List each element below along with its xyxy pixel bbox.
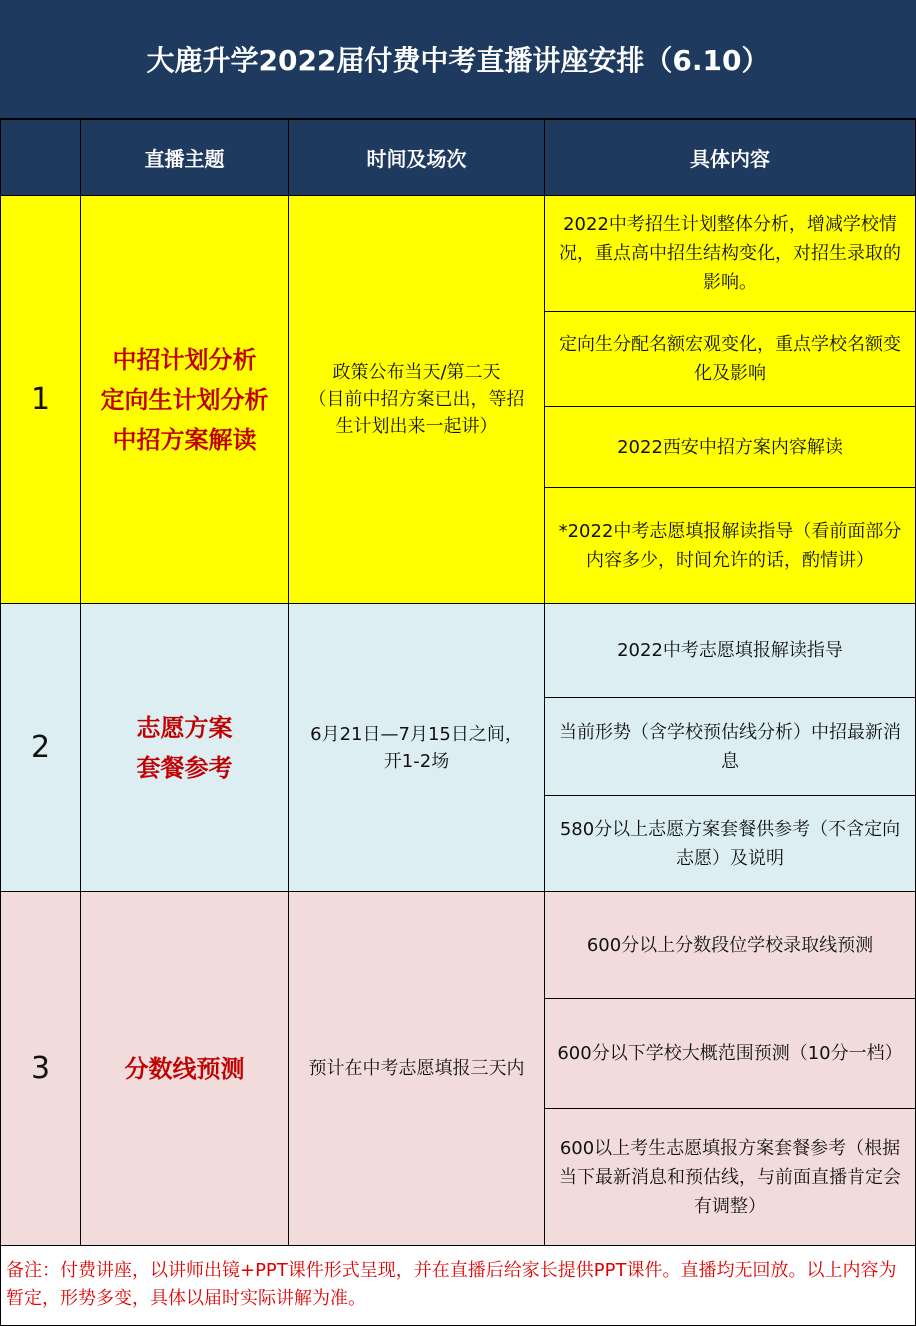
row-1-content-item: 定向生分配名额宏观变化，重点学校名额变化及影响 — [545, 312, 915, 407]
row-3-topic — [81, 892, 289, 1246]
row-3-content — [545, 892, 916, 1246]
header-index — [0, 120, 81, 196]
schedule-table — [0, 120, 916, 1242]
row-3-content-item: 600分以下学校大概范围预测（10分一档） — [545, 999, 915, 1109]
row-1-content-item: 2022西安中招方案内容解读 — [545, 407, 915, 488]
row-1-content-item: 2022中考招生计划整体分析，增减学校情况，重点高中招生结构变化，对招生录取的影响。 — [545, 196, 915, 312]
row-2-number: 2 — [0, 604, 81, 892]
row-2-time-line: 开1-2场 — [383, 750, 450, 772]
row-2-content-item: 2022中考志愿填报解读指导 — [545, 604, 915, 698]
row-2-content — [545, 604, 916, 892]
header-time: 时间及场次 — [289, 120, 545, 196]
row-1-time-line: 政策公布当天/第二天 — [332, 362, 501, 383]
row-2-content-item: 580分以上志愿方案套餐供参考（不含定向志愿）及说明 — [559, 818, 901, 869]
row-1-topic-line: 中招计划分析 — [112, 345, 257, 374]
row-3-time-line: 预计在中考志愿填报三天内 — [308, 1058, 525, 1079]
row-1-content-item: *2022中考志愿填报解读指导（看前面部分内容多少，时间允许的话，酌情讲） — [558, 520, 902, 571]
page-title: 大鹿升学2022届付费中考直播讲座安排（6.10） — [0, 0, 916, 120]
row-1-time — [289, 196, 545, 604]
header-topic: 直播主题 — [81, 120, 289, 196]
row-1-number: 1 — [0, 196, 81, 604]
row-2-topic — [81, 604, 289, 892]
row-2-topic-line: 志愿方案 — [136, 713, 233, 742]
row-2-time — [289, 604, 545, 892]
header-content: 具体内容 — [545, 120, 916, 196]
row-1-time-line: 生计划出来一起讲） — [335, 416, 498, 437]
row-2-topic-line: 套餐参考 — [136, 753, 233, 782]
row-3-content-item: 600以上考生志愿填报方案套餐参考（根据当下最新消息和预估线，与前面直播肯定会有调整） — [559, 1137, 901, 1217]
row-2-content-item: 当前形势（含学校预估线分析）中招最新消息 — [545, 698, 915, 796]
footnote: 备注：付费讲座，以讲师出镜+PPT课件形式呈现，并在直播后给家长提供PPT课件。直播均无回放。以上内容为暂定，形势多变，具体以届时实际讲解为准。 — [0, 1242, 916, 1326]
row-1-topic-line: 中招方案解读 — [112, 425, 257, 454]
row-1-time-line: （目前中招方案已出，等招 — [308, 389, 525, 410]
row-2-time-line: 6月21日—7月15日之间， — [310, 723, 523, 745]
row-3-number: 3 — [0, 892, 81, 1246]
row-1-content — [545, 196, 916, 604]
row-1-topic-line: 定向生计划分析 — [100, 385, 269, 414]
row-3-topic-line: 分数线预测 — [124, 1054, 245, 1083]
row-1-topic — [81, 196, 289, 604]
row-3-time — [289, 892, 545, 1246]
row-3-content-item: 600分以上分数段位学校录取线预测 — [545, 892, 915, 999]
